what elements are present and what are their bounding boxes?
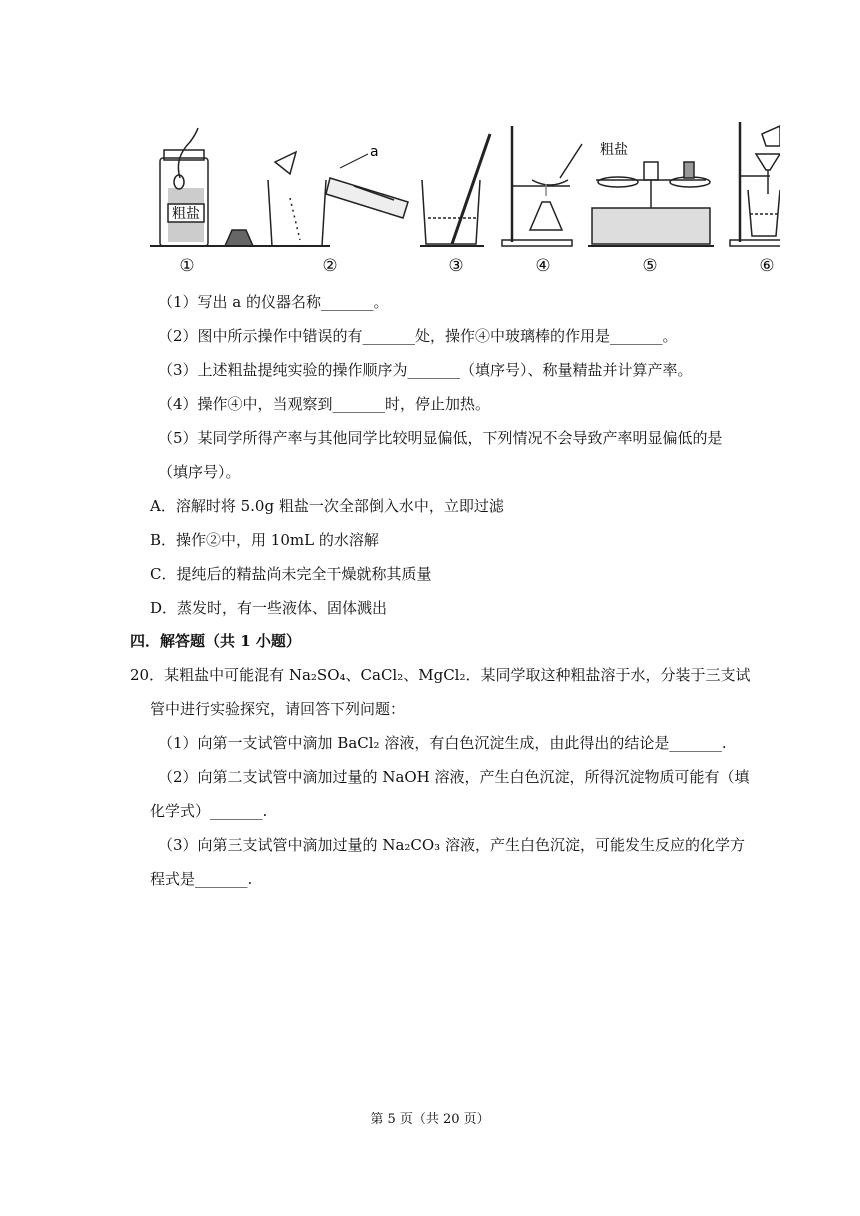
question-1: （1）写出 a 的仪器名称_______。	[158, 293, 389, 311]
figure-label-6: ⑥	[759, 256, 775, 276]
problem-20-part-2-line-1: （2）向第二支试管中滴加过量的 NaOH 溶液，产生白色沉淀，所得沉淀物质可能有（填	[158, 768, 750, 786]
problem-20-part-3-line-1: （3）向第三支试管中滴加过量的 Na₂CO₃ 溶液，产生白色沉淀，可能发生反应的化学方	[158, 836, 745, 854]
page-footer: 第 5 页（共 20 页）	[370, 1112, 490, 1127]
evaporation-illustration	[502, 126, 582, 246]
balance-label: 粗盐	[600, 142, 628, 158]
problem-20-part-3-line-2: 程式是_______.	[150, 870, 253, 888]
instrument-letter: a	[370, 144, 379, 160]
problem-20-line-1: 20．某粗盐中可能混有 Na₂SO₄、CaCl₂、MgCl₂．某同学取这种粗盐溶于水，分装于三支试	[130, 666, 751, 684]
option-c: C．提纯后的精盐尚未完全干燥就称其质量	[150, 565, 432, 583]
question-3: （3）上述粗盐提纯实验的操作顺序为_______（填序号）、称量精盐并计算产率。	[158, 361, 693, 379]
question-2: （2）图中所示操作中错误的有_______处，操作④中玻璃棒的作用是_______。	[158, 327, 678, 345]
figure-label-1: ①	[179, 256, 195, 276]
pouring-illustration	[262, 152, 408, 246]
option-a: A．溶解时将 5.0g 粗盐一次全部倒入水中，立即过滤	[150, 497, 504, 515]
question-5-line-2: （填序号）。	[158, 463, 241, 481]
jar-label: 粗盐	[172, 206, 200, 222]
question-4: （4）操作④中，当观察到_______时，停止加热。	[158, 395, 491, 413]
stirring-illustration	[420, 134, 490, 246]
apparatus-drawing	[150, 118, 780, 258]
balance-illustration	[588, 162, 714, 246]
question-5-line-1: （5）某同学所得产率与其他同学比较明显偏低，下列情况不会导致产率明显偏低的是	[158, 429, 723, 447]
experiment-figure	[150, 118, 780, 278]
section-title: 四．解答题（共 1 小题）	[130, 632, 301, 650]
problem-20-line-2: 管中进行实验探究，请回答下列问题：	[150, 700, 406, 718]
figure-label-4: ④	[535, 256, 551, 276]
option-b: B．操作②中，用 10mL 的水溶解	[150, 531, 379, 549]
problem-20-part-1: （1）向第一支试管中滴加 BaCl₂ 溶液，有白色沉淀生成，由此得出的结论是_______.	[158, 734, 727, 752]
problem-20-part-2-line-2: 化学式）_______.	[150, 802, 268, 820]
figure-label-3: ③	[448, 256, 464, 276]
filtration-illustration	[730, 122, 780, 246]
option-d: D．蒸发时，有一些液体、固体溅出	[150, 599, 388, 617]
figure-label-5: ⑤	[642, 256, 658, 276]
figure-label-2: ②	[322, 256, 338, 276]
salt-jar-illustration	[150, 128, 265, 246]
